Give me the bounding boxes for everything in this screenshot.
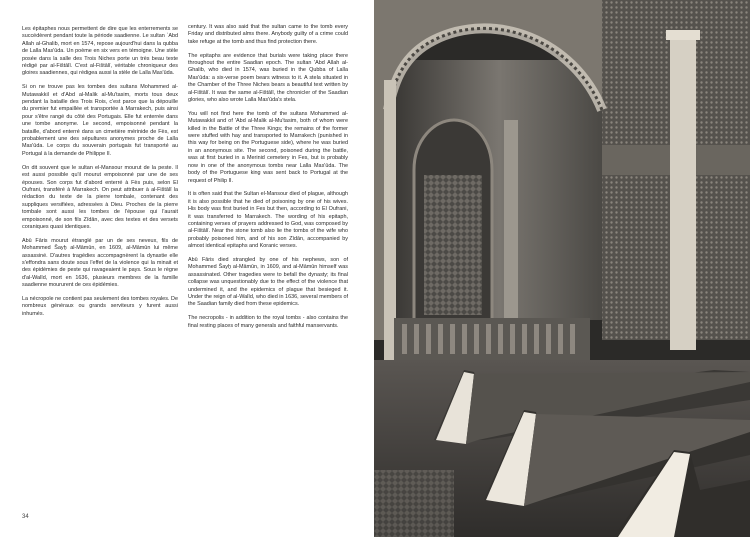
french-paragraph-5: La nécropole ne contient pas seulement des tombes royales. De nombreux généraux ou grands serviteurs y furent aussi inhumés.: [22, 295, 178, 317]
french-paragraph-4: Abū Fāris mourut étranglé par un de ses neveux, fils de Mohammed Šayḫ al-Māmūn, en 1609, al-Māmūn lui même assassiné. D'autres tragédies accompagnèrent la dynastie elle s'effondra sans doute sous l'effet de la violence qui la minait et des épidémies de peste qui ravageaient le pays. Sous le règne d'al-Walīd, mort en 1636, plusieurs membres de la famille saadienne moururent de ces épidémies.: [22, 237, 178, 289]
english-paragraph-3: You will not find here the tomb of the sultans Mohammed al-Mutawakkil and of 'Abd al-Malik al-Mu'tasim, both of whom were killed in the Battle of the Three Kings; the remains of the former were stuffed with hay and transported to Marrakech (punished in this way for being on the Portuguese side), where he was buried in an anonymous site. The second, poisoned during the battle, was at first buried in a Merinid cemetery in Fes, but is probably now in one of the anonymous tombs near Lalla Mas'ūda. The body of the Portuguese king was sent back to Portugal at the request of Philip II.: [188, 110, 348, 184]
english-text-column: [188, 24, 348, 336]
french-paragraph-3: On dit souvent que le sultan el-Mansour mourut de la peste. Il est aussi possible qu'il mourut empoisonné par une de ses épouses. Son corps fut d'abord enterré à Fès puis, selon El Oufrani, transféré à Marrakech. On peut attribuer à al-Fištālī la rédaction du texte de la pierre tombale, contenant des suppliques versifiées, adressées à Dieu. Proches de la pierre tombale sont aussi les tombes de l'épouse qui l'aurait empoisonné, de son fils Zīdān, avec des textes et des versets coraniques quasi identiques.: [22, 164, 178, 230]
photo-illustration: [374, 0, 750, 537]
english-paragraph-2: The epitaphs are evidence that burials were taking place there throughout the entire Saadian epoch. The sultan 'Abd Allah al-Ghalib, who died in 1574, was buried in the Qubba of Lalla Mas'ūda: a six-verse poem bears witness to it. A stela situated in the Chamber of the Three Niches bears a beautiful text written by al-Fištālī. It was the same al-Fištālī, the chronicler of the Saadian glories, who also wrote Lalla Mas'ūda's stela.: [188, 52, 348, 104]
marble-column-center: [504, 120, 518, 320]
english-paragraph-6: The necropolis - in addition to the royal tombs - also contains the final resting places of many generals and faithful manservants.: [188, 315, 348, 329]
english-paragraph-5: Abū Fāris died strangled by one of his nephews, son of Mohammed Šayḫ al-Māmūn, in 1609, and al-Māmūn himself was assassinated. Other tragedies were to befall the dynasty; its final collapse was unquestionably due to the effect of the violence that undermined it, and the epidemics of plague that besieged it. Under the reign of al-Walīd, who died in 1636, several members of the Saadian family died from these epidemics.: [188, 256, 348, 308]
marble-column-right: [670, 30, 696, 350]
french-paragraph-1: Les épitaphes nous permettent de dire que les enterrements se succédèrent pendant toute la période saadienne. Le sultan ʿAbd Allah al-Ghalib, mort en 1574, repose aujourd'hui dans la qubba de Lalla Mas'ūda. Un poème en six vers en témoigne. Une stèle posée dans la salle des Trois Niches porte un très beau texte rédigé par al-Fištālī. C'est al-Fištālī, véritable chroniqueur des gloires saadiennes, qui rédigea aussi la stèle de Lalla Mas'ūda.: [22, 26, 178, 77]
page-number: 34: [22, 514, 29, 520]
english-paragraph-4: It is often said that the Sultan el-Mansour died of plague, although it is also possible that he died of poisoning by one of his wives. His body was first buried in Fes but then, according to El Oufrani, it was transferred to Marrakech. The wording of his epitaph, containing verses of prayers addressed to God, was composed by al-Fištālī. Near the stone tomb also lie the tombs of the wife who probably poisoned him, and of his son Zīdān, accompanied by almost identical epitaphs and Koranic verses.: [188, 191, 348, 250]
french-text-column: [22, 26, 178, 325]
english-paragraph-1: century. It was also said that the sultan came to the tomb every Friday and distributed alms there. Anybody guilty of a crime could take refuge at the tomb and thus find protection there.: [188, 24, 348, 45]
saadian-tombs-photo: [374, 0, 750, 537]
french-paragraph-2: Si on ne trouve pas les tombes des sultans Mohammed al-Mutawakkil et d'Abd al-Malik al-Mu'tasim, morts tous deux pendant la bataille des Trois Rois, c'est parce que la dépouille du premier fut empaillée et transportée à Marrakech, puis ainsi pour s'être rangé du côté des Portugais. Elle fut enterrée dans une tombe anonyme. Le second, empoisonné pendant la bataille, d'abord enterré dans un cimetière mérinide de Fès, est probablement une des sépultures anonymes proche de Lalla Mas'ūda. Le corps du souverain portugais fut transporté au Portugal à la demande de Philippe II.: [22, 84, 178, 157]
